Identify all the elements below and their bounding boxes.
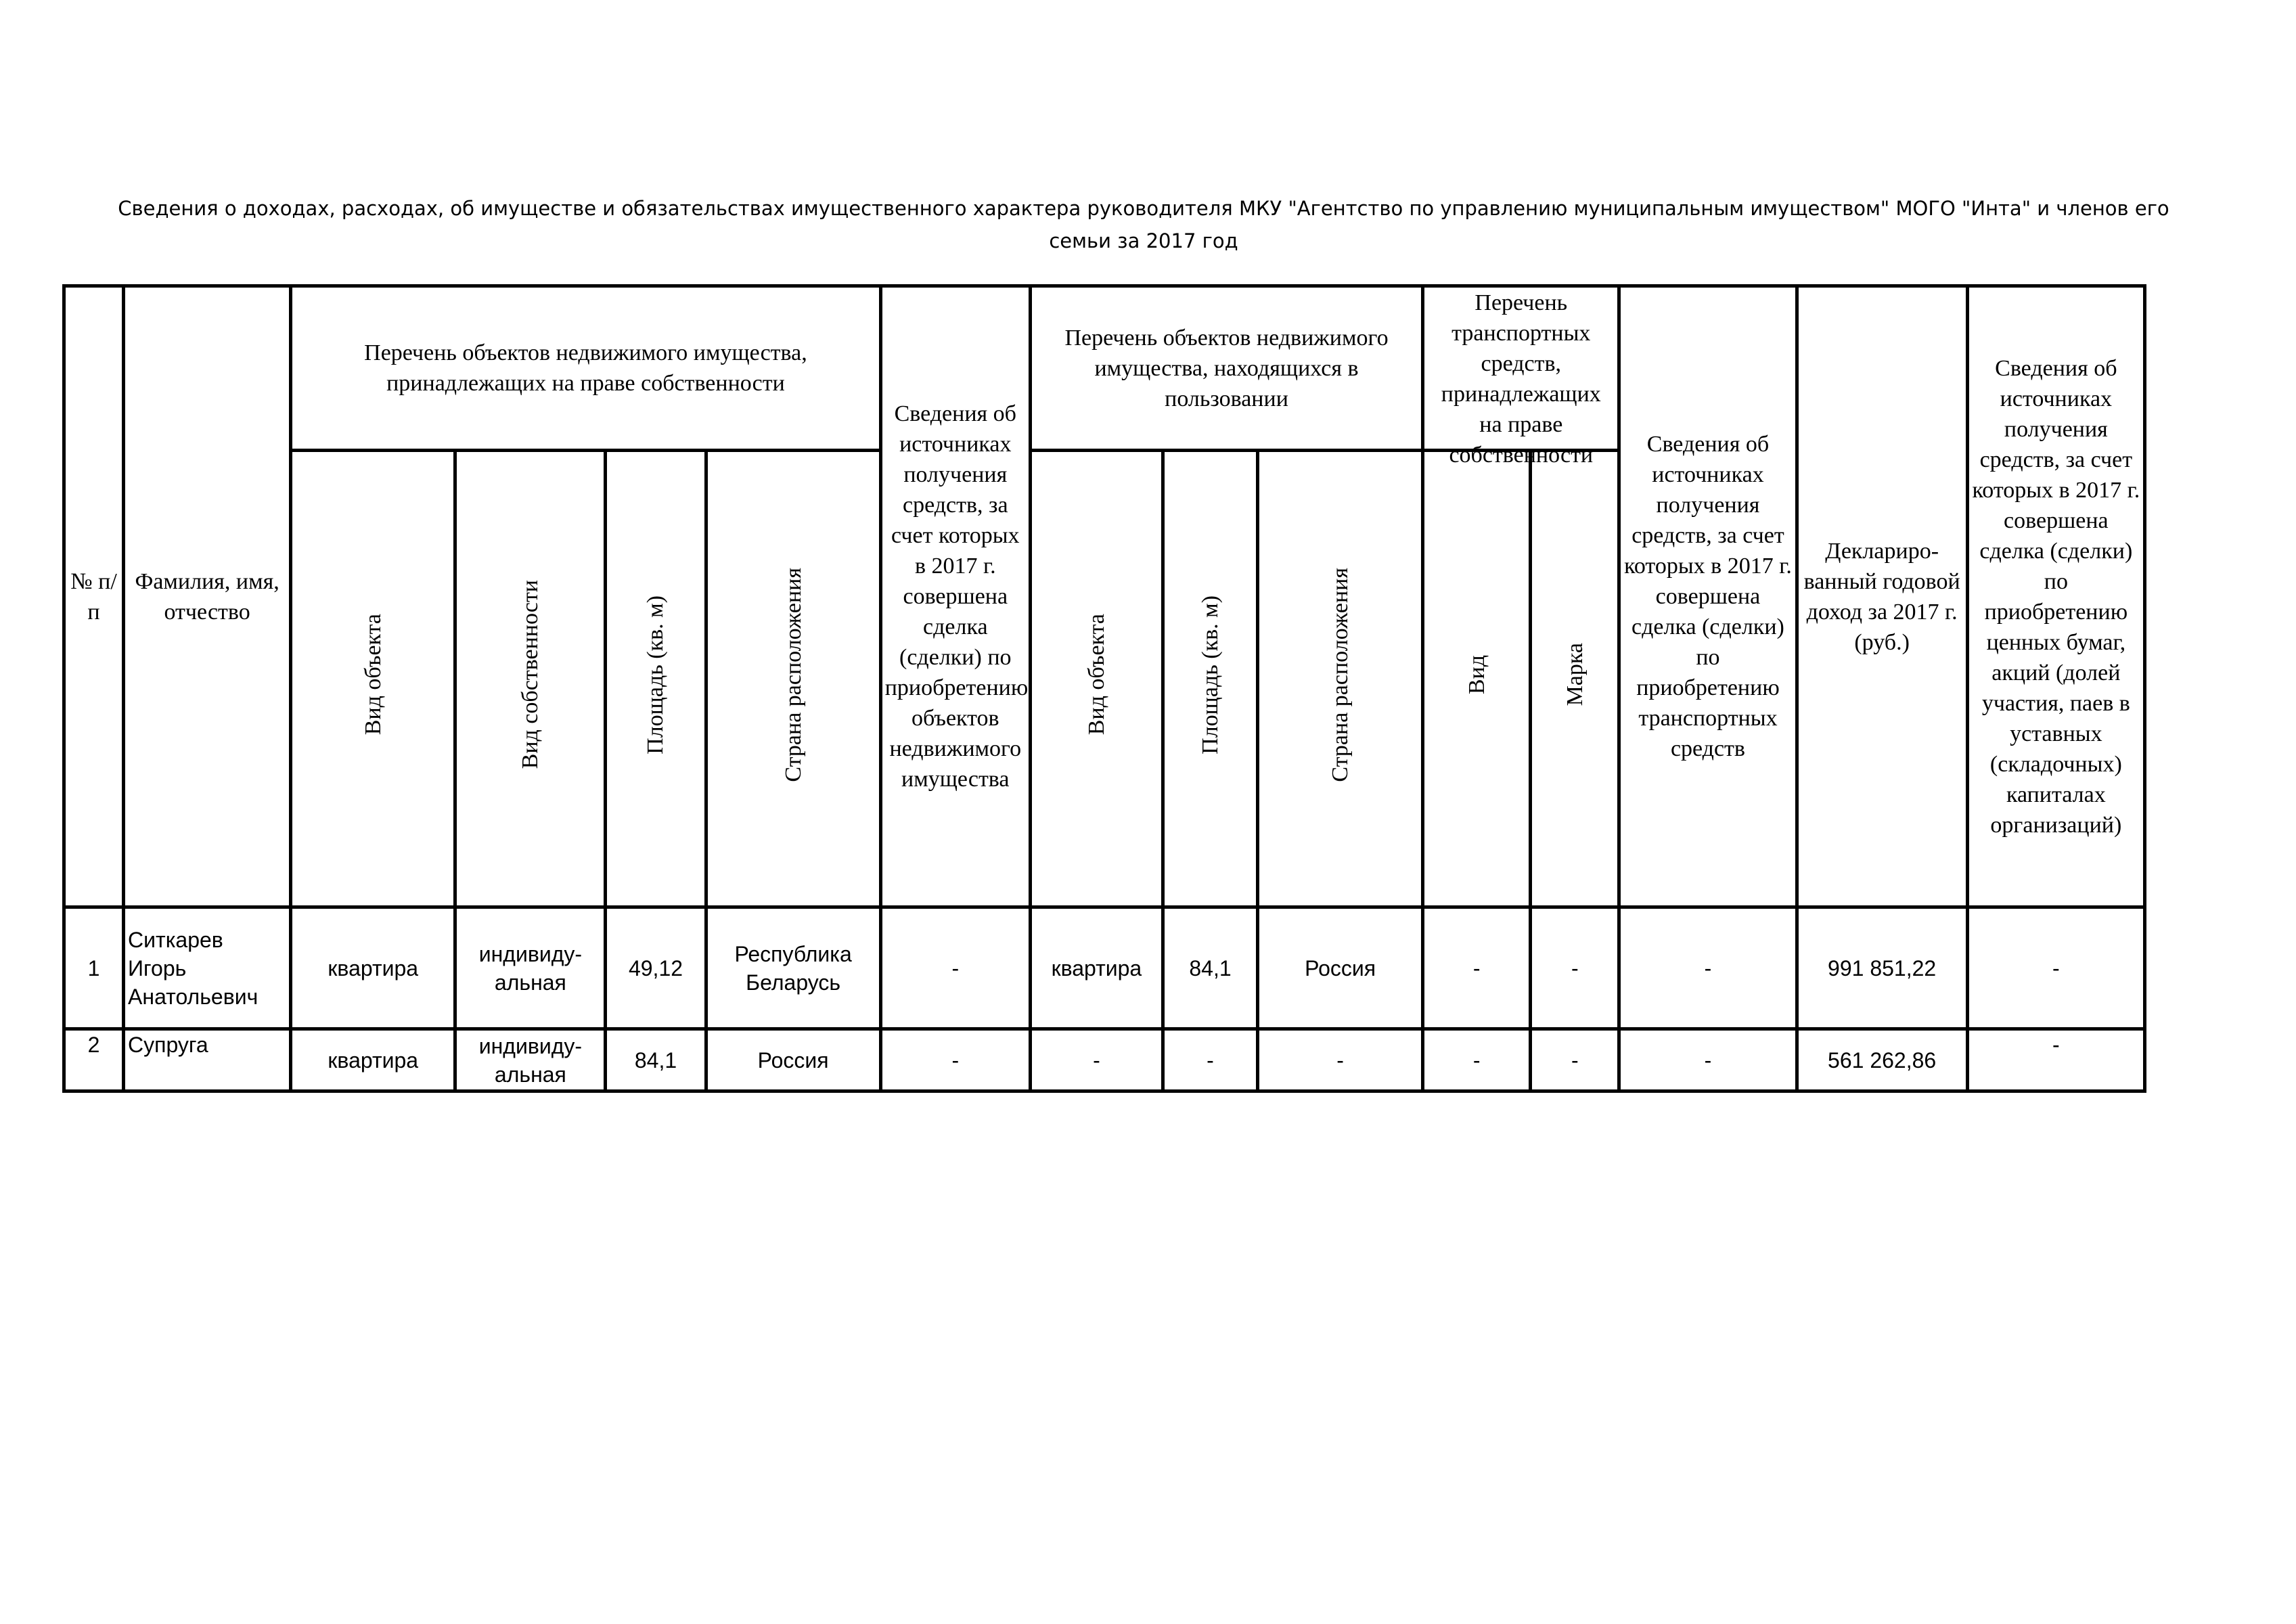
use-area-label: Площадь (кв. м) xyxy=(1197,595,1223,754)
veh-brand-label: Марка xyxy=(1562,643,1588,706)
cell-veh-brand: - xyxy=(1531,1029,1619,1091)
cell-income: 991 851,22 xyxy=(1797,907,1967,1029)
header-vehicles-group xyxy=(1423,286,1619,468)
header-income xyxy=(1797,286,1967,907)
declaration-table xyxy=(62,284,2146,1093)
owned-type-label: Вид объекта xyxy=(360,614,386,736)
title-line-1: Сведения о доходах, расходах, об имуществе и обязательствах имущественного характера руководителя МКУ "Агентство по управлению муниципальным имуществом" МОГО "Инта" и членов его xyxy=(118,197,2169,220)
header-fio: Фамилия, имя, отчество xyxy=(124,286,291,907)
header-income-unit: (руб.) xyxy=(1854,629,1910,655)
header-row-1 xyxy=(64,286,2145,451)
header-owned-area xyxy=(606,451,706,907)
cell-veh-type: - xyxy=(1423,907,1531,1029)
use-country-label: Страна расположения xyxy=(1328,567,1353,782)
table-row xyxy=(64,907,2145,1029)
cell-owned-country: Россия xyxy=(706,1029,880,1091)
cell-owned-area: 84,1 xyxy=(606,1029,706,1091)
header-owned-country xyxy=(706,451,880,907)
cell-use-area: 84,1 xyxy=(1163,907,1257,1029)
cell-owned-ownership: индивиду-альная xyxy=(455,907,606,1029)
header-veh-brand xyxy=(1531,451,1619,907)
header-use-type xyxy=(1030,451,1163,907)
cell-fio: Супруга xyxy=(124,1029,291,1091)
veh-type-label: Вид xyxy=(1464,654,1489,695)
header-vehicles-text: Перечень транспортных средств, принадлежащих на праве собственности xyxy=(1441,290,1601,468)
cell-use-area: - xyxy=(1163,1029,1257,1091)
cell-num: 2 xyxy=(64,1029,124,1091)
owned-area-label: Площадь (кв. м) xyxy=(643,595,669,754)
cell-veh-type: - xyxy=(1423,1029,1531,1091)
cell-owned-country: Республика Беларусь xyxy=(706,907,880,1029)
cell-veh-brand: - xyxy=(1531,907,1619,1029)
use-type-label: Вид объекта xyxy=(1083,614,1109,736)
cell-use-country: - xyxy=(1258,1029,1423,1091)
cell-fio: Ситкарев Игорь Анатольевич xyxy=(124,907,291,1029)
header-src-vehicles: Сведения об источниках получения средств, за счет которых в 2017 г. совершена сделка (сделки) по приобретению транспортных средств xyxy=(1619,286,1797,907)
cell-src-securities: - xyxy=(1967,1029,2144,1091)
cell-owned-type: квартира xyxy=(291,907,455,1029)
document-title xyxy=(68,192,2220,257)
cell-income: 561 262,86 xyxy=(1797,1029,1967,1091)
owned-ownership-label: Вид собственности xyxy=(518,580,543,769)
cell-src-vehicles: - xyxy=(1619,1029,1797,1091)
cell-src-securities: - xyxy=(1967,907,2144,1029)
header-income-label: Деклариро-ванный годовой доход за 2017 г. xyxy=(1803,538,1960,625)
cell-owned-ownership: индивиду-альная xyxy=(455,1029,606,1091)
cell-src-vehicles: - xyxy=(1619,907,1797,1029)
header-owned-type xyxy=(291,451,455,907)
cell-src-realty: - xyxy=(880,1029,1030,1091)
header-use-group: Перечень объектов недвижимого имущества, находящихся в пользовании xyxy=(1030,286,1422,451)
cell-use-type: квартира xyxy=(1030,907,1163,1029)
header-owned-group: Перечень объектов недвижимого имущества, принадлежащих на праве собственности xyxy=(291,286,881,451)
header-use-country xyxy=(1258,451,1423,907)
header-num: № п/п xyxy=(64,286,124,907)
cell-num: 1 xyxy=(64,907,124,1029)
header-src-securities: Сведения об источниках получения средств, за счет которых в 2017 г. совершена сделка (сделки) по приобретению ценных бумаг, акций (долей участия, паев в уставных (складочных) капиталах организаций) xyxy=(1967,286,2144,907)
title-line-2: семьи за 2017 год xyxy=(1049,229,1238,252)
header-veh-type xyxy=(1423,451,1531,907)
table-row xyxy=(64,1029,2145,1091)
cell-owned-area: 49,12 xyxy=(606,907,706,1029)
cell-owned-type: квартира xyxy=(291,1029,455,1091)
owned-country-label: Страна расположения xyxy=(780,567,806,782)
header-owned-ownership xyxy=(455,451,606,907)
cell-use-type: - xyxy=(1030,1029,1163,1091)
cell-use-country: Россия xyxy=(1258,907,1423,1029)
header-use-area xyxy=(1163,451,1257,907)
cell-src-realty: - xyxy=(880,907,1030,1029)
header-src-realty: Сведения об источниках получения средств, за счет которых в 2017 г. совершена сделка (сделки) по приобретению объектов недвижимого имущества xyxy=(880,286,1030,907)
